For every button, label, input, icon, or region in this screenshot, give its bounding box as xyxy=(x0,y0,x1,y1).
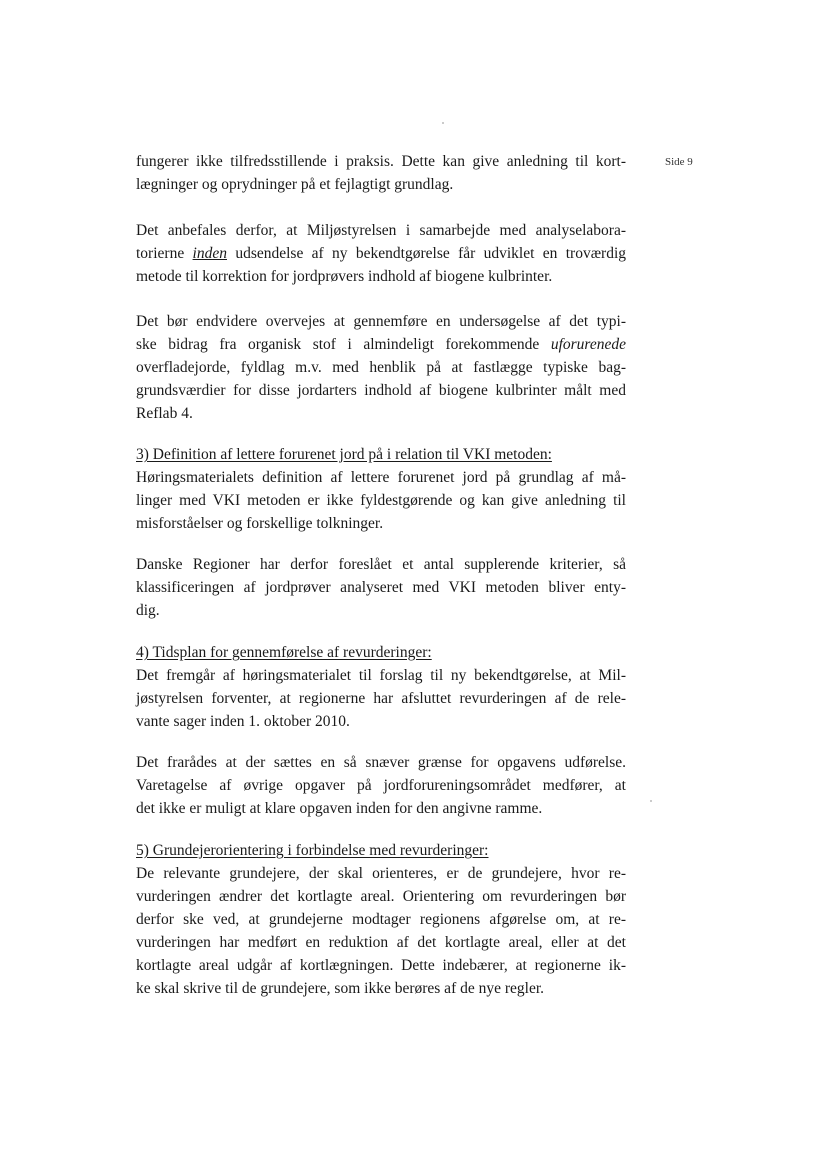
text-line: det ikke er muligt at klare opgaven inden for den angivne ramme. xyxy=(136,800,543,817)
text-line: kortlagte areal udgår af kortlægningen. Dette indebærer, at regionerne ik- xyxy=(136,957,626,974)
text-line: ke skal skrive til de grundejere, som ikke berøres af de nye regler. xyxy=(136,980,545,997)
section-heading: 3) Definition af lettere forurenet jord på i relation til VKI metoden: xyxy=(136,446,552,463)
text-segment: torierne xyxy=(136,245,193,262)
text-line: vurderingen ændrer det kortlagte areal. Orientering om revurderingen bør xyxy=(136,888,626,905)
paragraph-intro-continuation xyxy=(136,150,626,196)
text-line: Reflab 4. xyxy=(136,405,193,422)
text-line: fungerer ikke tilfredsstillende i praksis. Dette kan give anledning til kort- xyxy=(136,153,626,170)
text-line: De relevante grundejere, der skal orienteres, er de grundejere, hvor re- xyxy=(136,865,626,882)
text-line: Det anbefales derfor, at Miljøstyrelsen i samarbejde med analyselabora- xyxy=(136,222,626,239)
emphasis-uforurenede: uforurenede xyxy=(550,336,626,353)
section-3 xyxy=(136,443,626,535)
text-line: Varetagelse af øvrige opgaver på jordforureningsområdet medfører, at xyxy=(136,777,626,794)
text-line: overfladejorde, fyldlag m.v. med henblik på at fastlægge typiske bag- xyxy=(136,359,626,376)
text-line: Det fremgår af høringsmaterialet til forslag til ny bekendtgørelse, at Mil- xyxy=(136,667,626,684)
text-line: Høringsmaterialets definition af lettere forurenet jord på grundlag af må- xyxy=(136,469,626,486)
paragraph-supplementary-criteria xyxy=(136,553,626,622)
text-line: metode til korrektion for jordprøvers indhold af biogene kulbrinter. xyxy=(136,268,553,285)
text-line: derfor ske ved, at grundejerne modtager regionens afgørelse om, at re- xyxy=(136,911,626,928)
text-line: vurderingen har medført en reduktion af det kortlagte areal, eller at det xyxy=(136,934,626,951)
text-line: Det bør endvidere overvejes at gennemføre en undersøgelse af det typi- xyxy=(136,313,626,330)
text-line xyxy=(136,333,626,356)
section-heading: 5) Grundejerorientering i forbindelse med revurderinger: xyxy=(136,842,489,859)
scan-speck xyxy=(442,122,444,124)
text-line: misforståelser og forskellige tolkninger. xyxy=(136,515,384,532)
text-line: Danske Regioner har derfor foreslået et antal supplerende kriterier, så xyxy=(136,556,626,573)
text-line: klassificeringen af jordprøver analyseret med VKI metoden bliver enty- xyxy=(136,579,626,596)
text-line: lægninger og oprydninger på et fejlagtigt grundlag. xyxy=(136,176,454,193)
text-line xyxy=(136,242,626,265)
text-segment: udsendelse af ny bekendtgørelse får udviklet en troværdig xyxy=(226,245,627,262)
page-number: Side 9 xyxy=(665,156,693,168)
text-line: grundsværdier for disse jordarters indhold af biogene kulbrinter målt med xyxy=(136,382,626,399)
text-line: jøstyrelsen forventer, at regionerne har afsluttet revurderingen af de rele- xyxy=(136,690,626,707)
text-line: linger med VKI metoden er ikke fyldestgørende og kan give anledning til xyxy=(136,492,626,509)
text-line: dig. xyxy=(136,602,160,619)
section-5 xyxy=(136,839,626,1000)
text-line: Det frarådes at der sættes en så snæver grænse for opgavens udførelse. xyxy=(136,754,626,771)
text-segment: ske bidrag fra organisk stof i almindeligt forekommende xyxy=(136,336,551,353)
paragraph-deadline-concern xyxy=(136,751,626,820)
emphasis-inden: inden xyxy=(192,245,227,262)
section-4 xyxy=(136,641,626,733)
section-heading: 4) Tidsplan for gennemførelse af revurderinger: xyxy=(136,644,432,661)
paragraph-recommendation xyxy=(136,219,626,288)
scan-speck xyxy=(650,800,652,802)
text-line: vante sager inden 1. oktober 2010. xyxy=(136,713,350,730)
paragraph-investigation xyxy=(136,310,626,425)
